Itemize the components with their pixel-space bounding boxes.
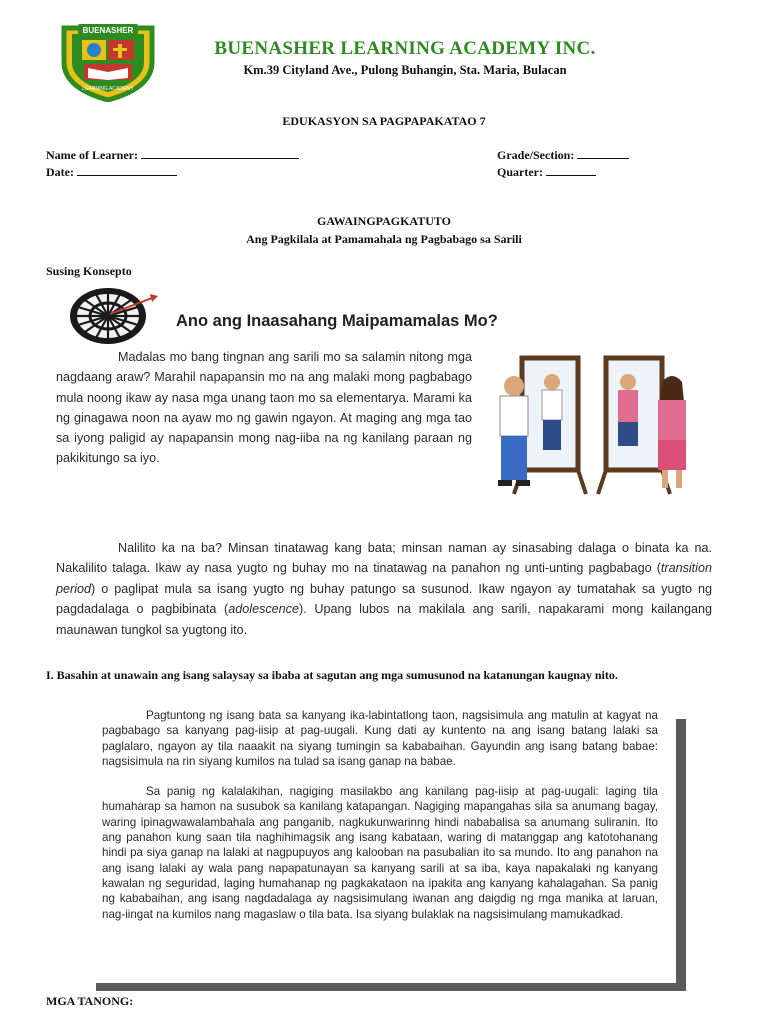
quarter-field[interactable] — [497, 165, 596, 180]
name-blank[interactable] — [141, 148, 299, 159]
reading-passage — [102, 708, 658, 937]
questions-label: MGA TANONG: — [46, 994, 134, 1008]
passage-paragraph-2: Sa panig ng kalalakihan, nagiging masilakbo ang kanilang pag-iisip at pag-uugali: laging tila humaharap sa hamon na susubok sa kanilang katapangan. Nagiging mapangahas sila sa anumang bagay, waring ipinagwawalambahala ang panganib, nagkukunwarinng hindi nababalisa sa anumang suliranin. Ito ang panahon kung saan tila naghihimagsik ang isang kabataan, waring di matanggap ang katotohanang hindi pa siya ganap na lalaki at nagpupuyos ang kalooban na pasubalian ito sa mundo. Ito ang panahon na ang isang lalaki ay wala pang napapatunayan sa kanyang sarili at sa iba, kaya napakalaki ng kanyang kawalan ng seguridad, laging humahanap ng pagkakataon na ipakita ang kanyang kahalagahan. Sa panig ng kababaihan, ang isang nagdadalaga ay nagsisimulang iwanan ang daigdig ng mga manika at laruan, nag-iingat na kumilos nang magaslaw o tila bata. Isa siyang bulaklak na nagsisimulang mamukadkad. — [102, 785, 658, 921]
svg-text:BUENASHER: BUENASHER — [82, 26, 134, 35]
term-adolescence: adolescence — [228, 602, 299, 617]
grade-label: Grade/Section: — [497, 148, 575, 162]
school-logo-icon — [56, 22, 160, 102]
activity-title: GAWAINGPAGKATUTO — [316, 214, 451, 228]
svg-text:LEARNING ACADEMY: LEARNING ACADEMY — [82, 86, 134, 92]
instruction-text: I. Basahin at unawain ang isang salaysay sa ibaba at sagutan ang mga sumusunod na katanungan kaugnay nito. — [46, 668, 618, 682]
term-transition-period: transition period — [56, 561, 712, 596]
passage-paragraph-1: Pagtuntong ng isang bata sa kanyang ika-labintatlong taon, nagsisimula ang matulin at kagyat na pagbabago sa kanyang pag-iisip at pag-uugali. Kung dati ay kuntento na ang isang batang lalaki sa paglalaro, ngayon ay tila naaakit na siyang tumingin sa kababaihan. Gayundin ang isang batang babae: nagsisimula na rin siyang kumilos na tulad sa isang ganap na babae. — [102, 709, 658, 768]
section-label: Susing Konsepto — [46, 264, 132, 278]
quarter-blank[interactable] — [546, 165, 596, 176]
date-blank[interactable] — [77, 165, 177, 176]
dartboard-icon — [64, 280, 160, 348]
activity-subtitle: Ang Pagkilala at Pamamahala ng Pagbabago sa Sarili — [246, 232, 522, 246]
concept-heading: Ano ang Inaasahang Maipamamalas Mo? — [176, 312, 498, 330]
concept-paragraph-1: Madalas mo bang tingnan ang sarili mo sa salamin nitong mga nagdaang araw? Marahil napapansin mo na ang malaki mong pagbabago mula noong ikaw ay nasa mga unang taon mo sa elementarya. Marami ka ng ginagawa noon na ayaw mo ng gawin ngayon. At maging ang mga tao sa iyong paligid ay napapansin mong nag-iiba na ng kanilang paraan ng pakikitungo sa iyo. — [56, 350, 472, 466]
school-name: BUENASHER LEARNING ACADEMY INC. — [214, 38, 596, 59]
quarter-label: Quarter: — [497, 165, 543, 179]
grade-blank[interactable] — [577, 148, 629, 159]
date-field[interactable] — [46, 165, 177, 180]
subject-title: EDUKASYON SA PAGPAPAKATAO 7 — [282, 114, 486, 128]
grade-field[interactable] — [497, 148, 629, 163]
concept-paragraph-2: Nalilito ka na ba? Minsan tinatawag kang bata; minsan naman ay sinasabing dalaga o binata ka na. Nakalilito talaga. Ikaw ay nasa yugto ng buhay mo na tinatawag na panahon ng unti-unting pagbabago (transition period) o paglipat mula sa isang yugto ng buhay patungo sa susunod. Ikaw ngayon ay tumatahak sa yugto ng pagdadalaga o pagbibinata (adolescence). Upang lubos na makilala ang sarili, napakarami mong kailangang maunawan tungkol sa yugtong ito. — [56, 541, 712, 637]
school-address: Km.39 Cityland Ave., Pulong Buhangin, Sta. Maria, Bulacan — [243, 63, 567, 77]
mirror-illustration-icon — [486, 352, 698, 502]
name-label: Name of Learner: — [46, 148, 138, 162]
name-field[interactable] — [46, 148, 299, 163]
date-label: Date: — [46, 165, 74, 179]
